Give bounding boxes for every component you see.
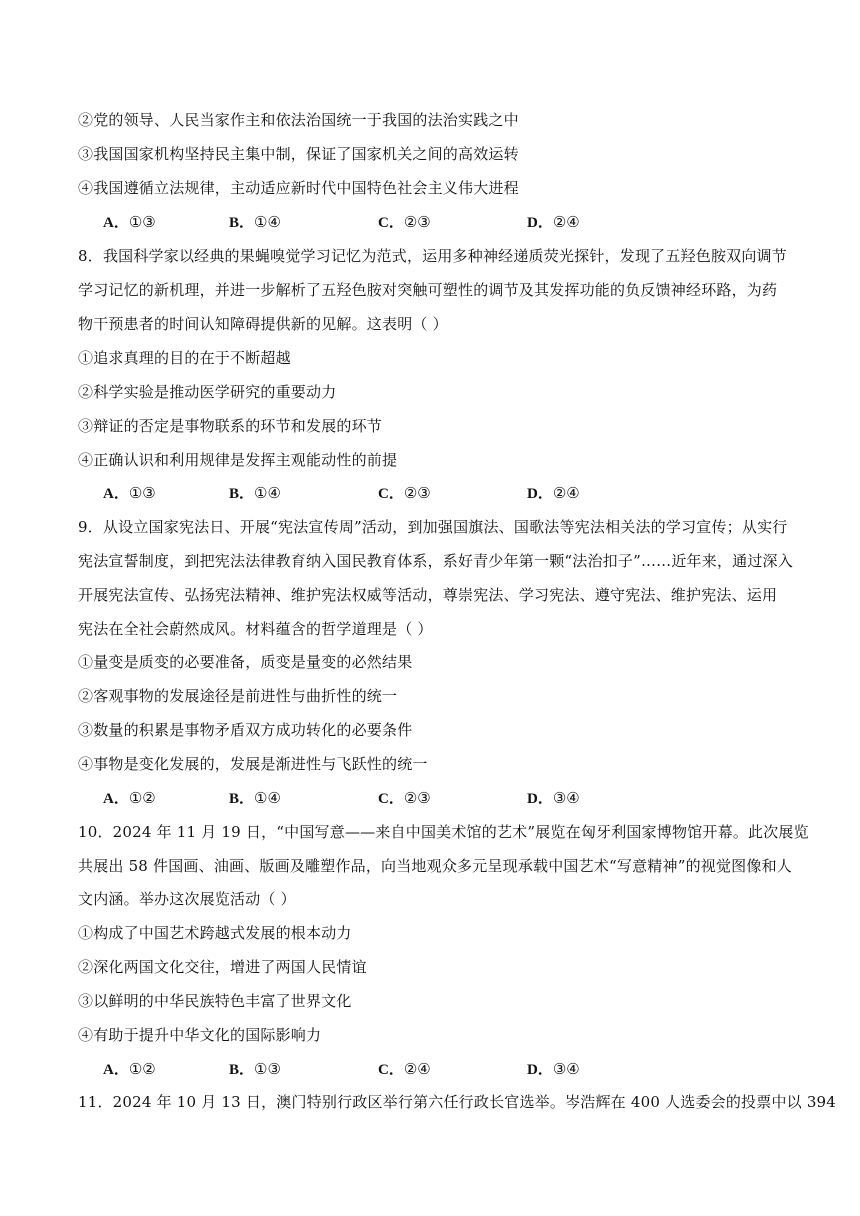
q10-item-4: ④有助于提升中华文化的国际影响力 (78, 1026, 322, 1044)
q9-stem-line-4: 宪法在全社会蔚然成风。材料蕴含的哲学道理是（ ） (78, 620, 433, 638)
q9-option-b[interactable]: B．①④ (229, 789, 281, 807)
q8-option-d[interactable]: D．②④ (527, 484, 580, 502)
q8-option-a[interactable]: A．①③ (103, 484, 156, 502)
q10-stem-line-2: 共展出 58 件国画、油画、版画及雕塑作品，向当地观众多元呈现承载中国艺术“写意精神”的视觉图像和人 (78, 857, 792, 875)
q9-stem-line-1: 9．从设立国家宪法日、开展“宪法宣传周”活动，到加强国旗法、国歌法等宪法相关法的学习宣传；从实行 (78, 518, 788, 536)
q9-item-3: ③数量的积累是事物矛盾双方成功转化的必要条件 (78, 721, 413, 739)
q9-option-c[interactable]: C．②③ (378, 789, 431, 807)
q8-item-1: ①追求真理的目的在于不断超越 (78, 349, 291, 367)
q8-item-3: ③辩证的否定是事物联系的环节和发展的环节 (78, 417, 383, 435)
q10-option-b[interactable]: B．①③ (229, 1060, 281, 1078)
q10-option-d[interactable]: D．③④ (527, 1060, 580, 1078)
q8-item-4: ④正确认识和利用规律是发挥主观能动性的前提 (78, 451, 398, 469)
q8-item-2: ②科学实验是推动医学研究的重要动力 (78, 383, 337, 401)
q9-item-2: ②客观事物的发展途径是前进性与曲折性的统一 (78, 687, 398, 705)
q10-option-c[interactable]: C．②④ (378, 1060, 431, 1078)
q10-option-a[interactable]: A．①② (103, 1060, 156, 1078)
q8-stem-line-2: 学习记忆的新机理，并进一步解析了五羟色胺对突触可塑性的调节及其发挥功能的负反馈神经环路，为药 (78, 281, 778, 299)
q8-stem-line-3: 物干预患者的时间认知障碍提供新的见解。这表明（ ） (78, 315, 448, 333)
q9-stem-line-3: 开展宪法宣传、弘扬宪法精神、维护宪法权威等活动，尊崇宪法、学习宪法、遵守宪法、维护宪法、运用 (78, 586, 778, 604)
q7-option-b[interactable]: B．①④ (229, 213, 281, 231)
q9-stem-line-2: 宪法宣誓制度，到把宪法法律教育纳入国民教育体系，系好青少年第一颗“法治扣子”……近年来，通过深入 (78, 552, 793, 570)
q7-option-c[interactable]: C．②③ (378, 213, 431, 231)
q7-option-a[interactable]: A．①③ (103, 213, 156, 231)
q9-option-d[interactable]: D．③④ (527, 789, 580, 807)
q11-stem-line-1: 11．2024 年 10 月 13 日，澳门特别行政区举行第六任行政长官选举。岑浩辉在 400 人选委会的投票中以 394 (78, 1093, 837, 1111)
q8-stem-line-1: 8．我国科学家以经典的果蝇嗅觉学习记忆为范式，运用多种神经递质荧光探针，发现了五羟色胺双向调节 (78, 247, 787, 265)
q7-item-4: ④我国遵循立法规律，主动适应新时代中国特色社会主义伟大进程 (78, 179, 519, 197)
q7-item-2: ②党的领导、人民当家作主和依法治国统一于我国的法治实践之中 (78, 111, 519, 129)
q10-stem-line-1: 10．2024 年 11 月 19 日，“中国写意——来自中国美术馆的艺术”展览在匈牙利国家博物馆开幕。此次展览 (78, 823, 809, 841)
q8-option-b[interactable]: B．①④ (229, 484, 281, 502)
q9-option-a[interactable]: A．①② (103, 789, 156, 807)
q10-stem-line-3: 文内涵。举办这次展览活动（ ） (78, 890, 296, 908)
q10-item-1: ①构成了中国艺术跨越式发展的根本动力 (78, 924, 352, 942)
q10-item-3: ③以鲜明的中华民族特色丰富了世界文化 (78, 992, 352, 1010)
q8-option-c[interactable]: C．②③ (378, 484, 431, 502)
q10-item-2: ②深化两国文化交往，增进了两国人民情谊 (78, 958, 367, 976)
q7-option-d[interactable]: D．②④ (527, 213, 580, 231)
q9-item-1: ①量变是质变的必要准备，质变是量变的必然结果 (78, 653, 413, 671)
q7-item-3: ③我国国家机构坚持民主集中制，保证了国家机关之间的高效运转 (78, 145, 519, 163)
q9-item-4: ④事物是变化发展的，发展是渐进性与飞跃性的统一 (78, 755, 428, 773)
